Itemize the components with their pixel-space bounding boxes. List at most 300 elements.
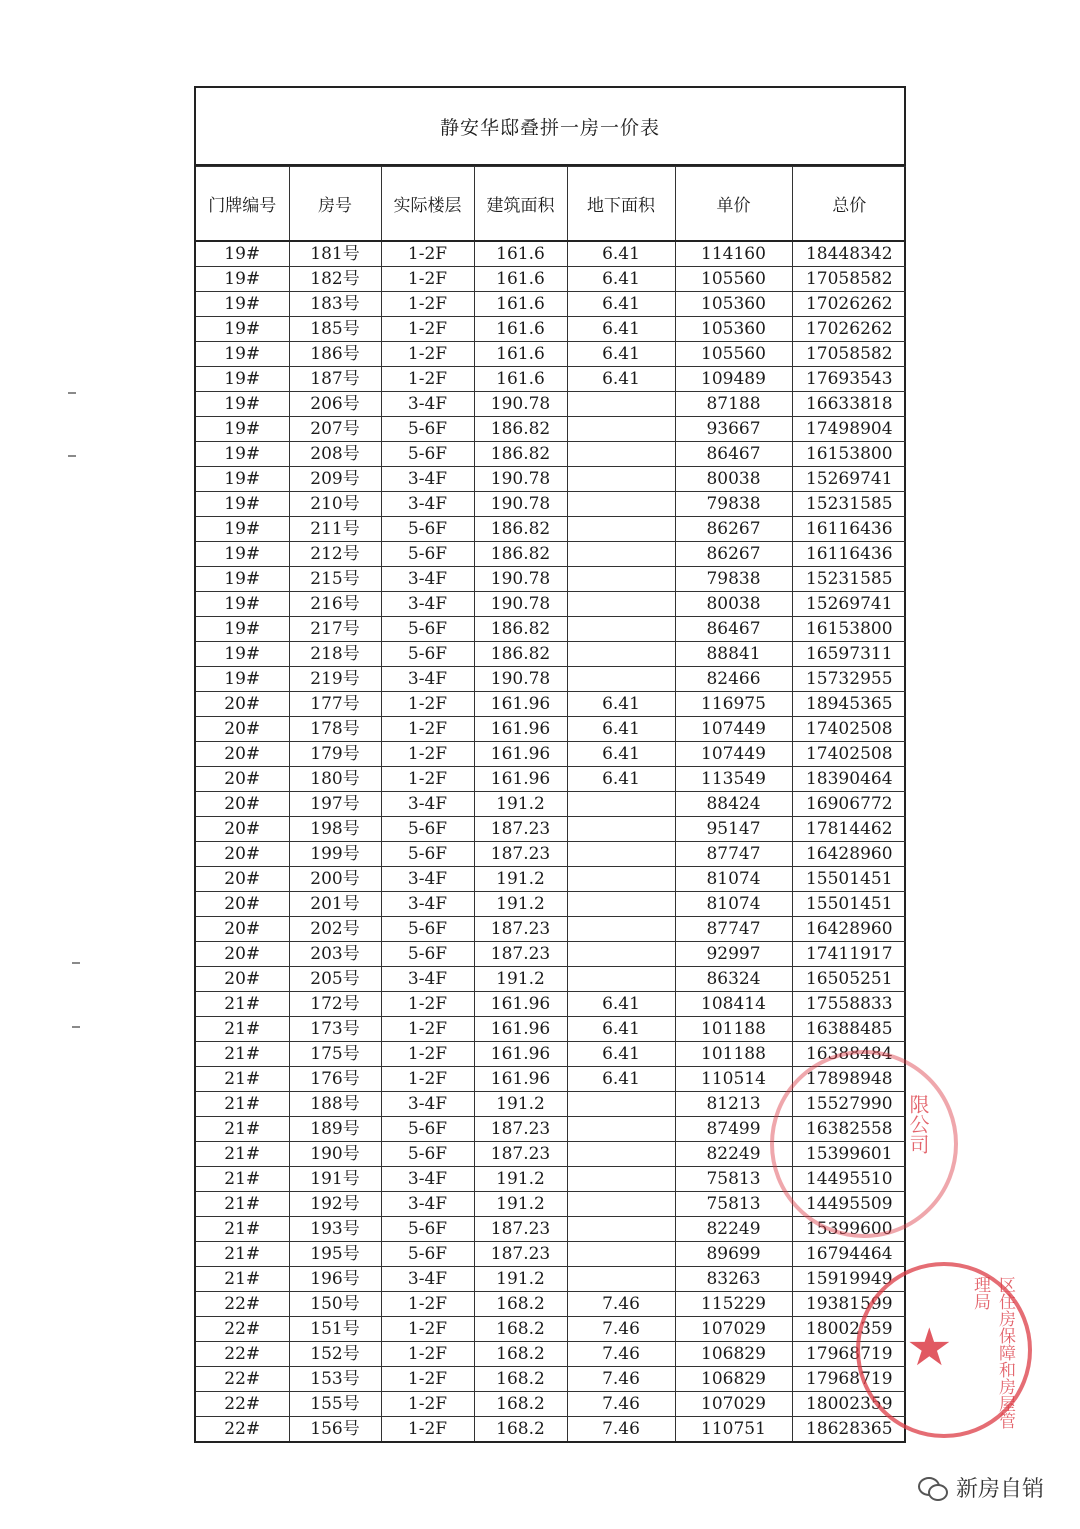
- cell-unit-price: 87747: [675, 917, 792, 942]
- cell-door-number: 21#: [196, 1067, 289, 1092]
- cell-unit-price: 88424: [675, 792, 792, 817]
- cell-floor-area: 161.96: [474, 742, 567, 767]
- cell-basement-area: [567, 492, 675, 517]
- cell-unit-price: 75813: [675, 1167, 792, 1192]
- cell-floor: 3-4F: [381, 1192, 474, 1217]
- cell-floor: 1-2F: [381, 992, 474, 1017]
- cell-total-price: 17402508: [792, 742, 906, 767]
- cell-unit-price: 107449: [675, 742, 792, 767]
- table-row: [196, 792, 906, 817]
- cell-floor: 5-6F: [381, 1242, 474, 1267]
- cell-floor-area: 161.96: [474, 767, 567, 792]
- cell-total-price: 14495509: [792, 1192, 906, 1217]
- cell-total-price: 17498904: [792, 417, 906, 442]
- cell-unit-price: 115229: [675, 1292, 792, 1317]
- cell-total-price: 16906772: [792, 792, 906, 817]
- header-row: [196, 167, 906, 242]
- table-row: [196, 1267, 906, 1292]
- cell-room-number: 196号: [289, 1267, 381, 1292]
- cell-unit-price: 108414: [675, 992, 792, 1017]
- cell-room-number: 175号: [289, 1042, 381, 1067]
- cell-door-number: 19#: [196, 642, 289, 667]
- cell-total-price: 15399600: [792, 1217, 906, 1242]
- price-list-sheet: [194, 86, 906, 1443]
- cell-room-number: 209号: [289, 467, 381, 492]
- cell-total-price: 15501451: [792, 867, 906, 892]
- cell-basement-area: [567, 567, 675, 592]
- cell-total-price: 18002359: [792, 1392, 906, 1417]
- cell-room-number: 176号: [289, 1067, 381, 1092]
- cell-door-number: 19#: [196, 567, 289, 592]
- cell-door-number: 19#: [196, 667, 289, 692]
- cell-unit-price: 106829: [675, 1342, 792, 1367]
- cell-room-number: 198号: [289, 817, 381, 842]
- seal-star-icon: ★: [906, 1318, 953, 1378]
- table-row: [196, 892, 906, 917]
- cell-unit-price: 82249: [675, 1217, 792, 1242]
- cell-total-price: 15919949: [792, 1267, 906, 1292]
- cell-door-number: 20#: [196, 717, 289, 742]
- cell-floor-area: 190.78: [474, 567, 567, 592]
- cell-room-number: 203号: [289, 942, 381, 967]
- cell-room-number: 156号: [289, 1417, 381, 1442]
- cell-basement-area: [567, 642, 675, 667]
- cell-door-number: 21#: [196, 1117, 289, 1142]
- cell-floor: 3-4F: [381, 667, 474, 692]
- cell-door-number: 19#: [196, 367, 289, 392]
- table-row: [196, 992, 906, 1017]
- cell-total-price: 16428960: [792, 842, 906, 867]
- cell-floor: 3-4F: [381, 967, 474, 992]
- cell-total-price: 15399601: [792, 1142, 906, 1167]
- cell-door-number: 20#: [196, 792, 289, 817]
- cell-total-price: 16505251: [792, 967, 906, 992]
- table-row: [196, 1217, 906, 1242]
- cell-floor: 5-6F: [381, 417, 474, 442]
- cell-unit-price: 80038: [675, 592, 792, 617]
- cell-total-price: 16153800: [792, 442, 906, 467]
- cell-door-number: 19#: [196, 317, 289, 342]
- seal-lower-text: 区住房保障和房屋管理局: [970, 1276, 1015, 1429]
- cell-room-number: 205号: [289, 967, 381, 992]
- cell-room-number: 193号: [289, 1217, 381, 1242]
- cell-basement-area: 7.46: [567, 1292, 675, 1317]
- table-row: [196, 542, 906, 567]
- cell-room-number: 210号: [289, 492, 381, 517]
- cell-room-number: 211号: [289, 517, 381, 542]
- cell-basement-area: 6.41: [567, 317, 675, 342]
- cell-total-price: 16428960: [792, 917, 906, 942]
- cell-basement-area: 6.41: [567, 767, 675, 792]
- cell-floor: 5-6F: [381, 1142, 474, 1167]
- table-row: [196, 717, 906, 742]
- cell-floor-area: 168.2: [474, 1367, 567, 1392]
- cell-total-price: 17693543: [792, 367, 906, 392]
- cell-total-price: 17558833: [792, 992, 906, 1017]
- cell-basement-area: [567, 592, 675, 617]
- cell-unit-price: 114160: [675, 241, 792, 267]
- cell-floor: 3-4F: [381, 567, 474, 592]
- cell-unit-price: 81074: [675, 892, 792, 917]
- cell-basement-area: [567, 517, 675, 542]
- cell-floor-area: 191.2: [474, 1167, 567, 1192]
- cell-floor-area: 168.2: [474, 1392, 567, 1417]
- cell-basement-area: 6.41: [567, 1042, 675, 1067]
- cell-basement-area: [567, 942, 675, 967]
- cell-basement-area: 6.41: [567, 267, 675, 292]
- cell-basement-area: [567, 1117, 675, 1142]
- table-row: [196, 1242, 906, 1267]
- cell-total-price: 15269741: [792, 592, 906, 617]
- cell-unit-price: 86267: [675, 517, 792, 542]
- cell-total-price: 17058582: [792, 267, 906, 292]
- cell-floor: 1-2F: [381, 717, 474, 742]
- cell-basement-area: [567, 1242, 675, 1267]
- cell-room-number: 212号: [289, 542, 381, 567]
- cell-floor: 5-6F: [381, 917, 474, 942]
- cell-total-price: 17402508: [792, 717, 906, 742]
- cell-unit-price: 75813: [675, 1192, 792, 1217]
- cell-floor: 1-2F: [381, 692, 474, 717]
- cell-room-number: 180号: [289, 767, 381, 792]
- cell-basement-area: [567, 1267, 675, 1292]
- cell-floor-area: 161.96: [474, 692, 567, 717]
- cell-total-price: 18390464: [792, 767, 906, 792]
- header-cell-unit-price: 单价: [675, 167, 792, 242]
- cell-room-number: 206号: [289, 392, 381, 417]
- cell-unit-price: 83263: [675, 1267, 792, 1292]
- cell-total-price: 16382558: [792, 1117, 906, 1142]
- cell-door-number: 22#: [196, 1342, 289, 1367]
- table-row: [196, 392, 906, 417]
- table-row: [196, 667, 906, 692]
- cell-basement-area: 6.41: [567, 367, 675, 392]
- cell-basement-area: [567, 467, 675, 492]
- cell-room-number: 151号: [289, 1317, 381, 1342]
- cell-floor-area: 161.96: [474, 1017, 567, 1042]
- cell-room-number: 202号: [289, 917, 381, 942]
- cell-floor-area: 187.23: [474, 917, 567, 942]
- cell-unit-price: 86324: [675, 967, 792, 992]
- cell-room-number: 207号: [289, 417, 381, 442]
- cell-total-price: 19381599: [792, 1292, 906, 1317]
- header-cell-floor-area: 建筑面积: [474, 167, 567, 242]
- scan-mark: [72, 1026, 80, 1028]
- seal-upper-text: 限公司: [906, 1094, 930, 1154]
- cell-basement-area: [567, 1167, 675, 1192]
- cell-door-number: 22#: [196, 1417, 289, 1442]
- cell-unit-price: 109489: [675, 367, 792, 392]
- cell-floor-area: 161.96: [474, 1042, 567, 1067]
- header-cell-door-number: 门牌编号: [196, 167, 289, 242]
- cell-total-price: 16388484: [792, 1042, 906, 1067]
- cell-total-price: 14495510: [792, 1167, 906, 1192]
- cell-total-price: 18002359: [792, 1317, 906, 1342]
- cell-basement-area: [567, 867, 675, 892]
- cell-room-number: 177号: [289, 692, 381, 717]
- cell-room-number: 216号: [289, 592, 381, 617]
- cell-unit-price: 82466: [675, 667, 792, 692]
- cell-unit-price: 86467: [675, 617, 792, 642]
- cell-total-price: 15231585: [792, 567, 906, 592]
- cell-door-number: 19#: [196, 467, 289, 492]
- cell-door-number: 21#: [196, 992, 289, 1017]
- cell-total-price: 18945365: [792, 692, 906, 717]
- cell-basement-area: [567, 617, 675, 642]
- cell-total-price: 16153800: [792, 617, 906, 642]
- cell-floor-area: 186.82: [474, 642, 567, 667]
- table-row: [196, 417, 906, 442]
- cell-total-price: 17058582: [792, 342, 906, 367]
- cell-room-number: 218号: [289, 642, 381, 667]
- cell-floor: 5-6F: [381, 817, 474, 842]
- cell-floor: 1-2F: [381, 1067, 474, 1092]
- cell-room-number: 181号: [289, 241, 381, 267]
- cell-door-number: 20#: [196, 917, 289, 942]
- cell-basement-area: 7.46: [567, 1392, 675, 1417]
- cell-floor: 1-2F: [381, 342, 474, 367]
- cell-total-price: 15527990: [792, 1092, 906, 1117]
- cell-floor-area: 161.6: [474, 367, 567, 392]
- cell-basement-area: [567, 1092, 675, 1117]
- cell-floor-area: 161.6: [474, 317, 567, 342]
- cell-door-number: 19#: [196, 342, 289, 367]
- cell-floor: 5-6F: [381, 542, 474, 567]
- cell-floor-area: 187.23: [474, 842, 567, 867]
- cell-room-number: 150号: [289, 1292, 381, 1317]
- cell-room-number: 217号: [289, 617, 381, 642]
- cell-floor: 1-2F: [381, 1342, 474, 1367]
- cell-unit-price: 82249: [675, 1142, 792, 1167]
- table-row: [196, 517, 906, 542]
- cell-unit-price: 107029: [675, 1317, 792, 1342]
- cell-unit-price: 101188: [675, 1017, 792, 1042]
- cell-door-number: 21#: [196, 1242, 289, 1267]
- cell-room-number: 200号: [289, 867, 381, 892]
- cell-floor-area: 191.2: [474, 792, 567, 817]
- cell-floor-area: 168.2: [474, 1342, 567, 1367]
- cell-door-number: 19#: [196, 442, 289, 467]
- cell-room-number: 172号: [289, 992, 381, 1017]
- cell-floor-area: 161.6: [474, 241, 567, 267]
- table-row: [196, 967, 906, 992]
- cell-basement-area: 6.41: [567, 692, 675, 717]
- table-row: [196, 692, 906, 717]
- cell-floor-area: 186.82: [474, 617, 567, 642]
- cell-room-number: 185号: [289, 317, 381, 342]
- cell-door-number: 20#: [196, 892, 289, 917]
- cell-total-price: 16388485: [792, 1017, 906, 1042]
- cell-floor-area: 161.96: [474, 717, 567, 742]
- table-row: [196, 467, 906, 492]
- cell-unit-price: 116975: [675, 692, 792, 717]
- cell-floor-area: 187.23: [474, 1142, 567, 1167]
- cell-unit-price: 93667: [675, 417, 792, 442]
- cell-total-price: 15269741: [792, 467, 906, 492]
- table-row: [196, 767, 906, 792]
- cell-basement-area: [567, 1217, 675, 1242]
- cell-total-price: 16116436: [792, 517, 906, 542]
- cell-floor-area: 186.82: [474, 442, 567, 467]
- cell-basement-area: 6.41: [567, 992, 675, 1017]
- cell-floor-area: 168.2: [474, 1292, 567, 1317]
- cell-floor-area: 187.23: [474, 817, 567, 842]
- cell-total-price: 17968719: [792, 1367, 906, 1392]
- cell-room-number: 152号: [289, 1342, 381, 1367]
- cell-door-number: 19#: [196, 542, 289, 567]
- table-row: [196, 317, 906, 342]
- cell-door-number: 22#: [196, 1317, 289, 1342]
- cell-room-number: 179号: [289, 742, 381, 767]
- cell-basement-area: 7.46: [567, 1367, 675, 1392]
- table-row: [196, 342, 906, 367]
- cell-floor: 5-6F: [381, 842, 474, 867]
- cell-room-number: 155号: [289, 1392, 381, 1417]
- cell-basement-area: [567, 417, 675, 442]
- cell-basement-area: 6.41: [567, 1017, 675, 1042]
- cell-unit-price: 105360: [675, 317, 792, 342]
- table-row: [196, 1367, 906, 1392]
- cell-floor: 3-4F: [381, 792, 474, 817]
- cell-room-number: 201号: [289, 892, 381, 917]
- cell-floor-area: 191.2: [474, 892, 567, 917]
- cell-door-number: 19#: [196, 292, 289, 317]
- table-row: [196, 442, 906, 467]
- cell-basement-area: 6.41: [567, 342, 675, 367]
- table-row: [196, 1342, 906, 1367]
- cell-floor-area: 191.2: [474, 867, 567, 892]
- table-row: [196, 367, 906, 392]
- cell-floor: 1-2F: [381, 1292, 474, 1317]
- cell-room-number: 173号: [289, 1017, 381, 1042]
- cell-floor: 1-2F: [381, 241, 474, 267]
- cell-floor-area: 187.23: [474, 1117, 567, 1142]
- cell-basement-area: [567, 542, 675, 567]
- scan-mark: [68, 392, 76, 394]
- cell-room-number: 195号: [289, 1242, 381, 1267]
- cell-basement-area: 6.41: [567, 292, 675, 317]
- table-row: [196, 267, 906, 292]
- table-row: [196, 492, 906, 517]
- cell-door-number: 20#: [196, 967, 289, 992]
- cell-unit-price: 79838: [675, 492, 792, 517]
- cell-room-number: 191号: [289, 1167, 381, 1192]
- cell-basement-area: [567, 392, 675, 417]
- cell-unit-price: 105560: [675, 342, 792, 367]
- cell-floor: 3-4F: [381, 867, 474, 892]
- cell-floor-area: 161.6: [474, 267, 567, 292]
- cell-total-price: 16116436: [792, 542, 906, 567]
- cell-door-number: 19#: [196, 517, 289, 542]
- sheet-title: 静安华邸叠拼一房一价表: [196, 88, 904, 166]
- cell-basement-area: [567, 967, 675, 992]
- header-cell-room-number: 房号: [289, 167, 381, 242]
- cell-basement-area: [567, 442, 675, 467]
- cell-floor: 1-2F: [381, 1392, 474, 1417]
- cell-door-number: 19#: [196, 617, 289, 642]
- cell-unit-price: 81213: [675, 1092, 792, 1117]
- cell-unit-price: 105360: [675, 292, 792, 317]
- cell-unit-price: 107029: [675, 1392, 792, 1417]
- cell-basement-area: [567, 842, 675, 867]
- cell-floor: 3-4F: [381, 1267, 474, 1292]
- cell-room-number: 215号: [289, 567, 381, 592]
- cell-total-price: 15732955: [792, 667, 906, 692]
- cell-floor-area: 191.2: [474, 1092, 567, 1117]
- table-row: [196, 1292, 906, 1317]
- cell-total-price: 15501451: [792, 892, 906, 917]
- cell-floor: 5-6F: [381, 642, 474, 667]
- table-row: [196, 942, 906, 967]
- cell-basement-area: 6.41: [567, 1067, 675, 1092]
- cell-floor: 3-4F: [381, 592, 474, 617]
- cell-floor: 1-2F: [381, 292, 474, 317]
- cell-basement-area: [567, 792, 675, 817]
- cell-basement-area: 6.41: [567, 717, 675, 742]
- cell-unit-price: 95147: [675, 817, 792, 842]
- cell-door-number: 21#: [196, 1142, 289, 1167]
- cell-basement-area: [567, 667, 675, 692]
- wechat-icon: [918, 1475, 948, 1501]
- cell-floor-area: 187.23: [474, 942, 567, 967]
- cell-unit-price: 81074: [675, 867, 792, 892]
- cell-floor: 1-2F: [381, 317, 474, 342]
- cell-door-number: 21#: [196, 1042, 289, 1067]
- cell-basement-area: 7.46: [567, 1417, 675, 1442]
- cell-floor: 1-2F: [381, 1017, 474, 1042]
- cell-door-number: 21#: [196, 1192, 289, 1217]
- cell-unit-price: 87747: [675, 842, 792, 867]
- cell-door-number: 19#: [196, 392, 289, 417]
- cell-unit-price: 88841: [675, 642, 792, 667]
- header-cell-floor: 实际楼层: [381, 167, 474, 242]
- cell-door-number: 19#: [196, 492, 289, 517]
- cell-unit-price: 106829: [675, 1367, 792, 1392]
- cell-room-number: 208号: [289, 442, 381, 467]
- table-row: [196, 742, 906, 767]
- cell-total-price: 18448342: [792, 241, 906, 267]
- cell-floor: 5-6F: [381, 1217, 474, 1242]
- cell-door-number: 21#: [196, 1217, 289, 1242]
- cell-total-price: 15231585: [792, 492, 906, 517]
- cell-floor-area: 168.2: [474, 1417, 567, 1442]
- cell-basement-area: 6.41: [567, 742, 675, 767]
- cell-room-number: 197号: [289, 792, 381, 817]
- table-row: [196, 1417, 906, 1442]
- cell-unit-price: 113549: [675, 767, 792, 792]
- cell-total-price: 18628365: [792, 1417, 906, 1442]
- cell-unit-price: 86467: [675, 442, 792, 467]
- cell-basement-area: 7.46: [567, 1342, 675, 1367]
- table-row: [196, 617, 906, 642]
- table-row: [196, 1317, 906, 1342]
- cell-total-price: 17026262: [792, 292, 906, 317]
- cell-floor: 1-2F: [381, 1317, 474, 1342]
- cell-floor-area: 187.23: [474, 1217, 567, 1242]
- cell-floor: 3-4F: [381, 892, 474, 917]
- table-body: [196, 241, 906, 1441]
- official-seal-upper: [770, 1050, 958, 1238]
- cell-total-price: 16794464: [792, 1242, 906, 1267]
- cell-room-number: 188号: [289, 1092, 381, 1117]
- cell-unit-price: 89699: [675, 1242, 792, 1267]
- cell-floor: 3-4F: [381, 392, 474, 417]
- cell-floor: 1-2F: [381, 742, 474, 767]
- cell-basement-area: [567, 892, 675, 917]
- cell-floor-area: 161.96: [474, 1067, 567, 1092]
- table-row: [196, 292, 906, 317]
- cell-floor: 3-4F: [381, 1167, 474, 1192]
